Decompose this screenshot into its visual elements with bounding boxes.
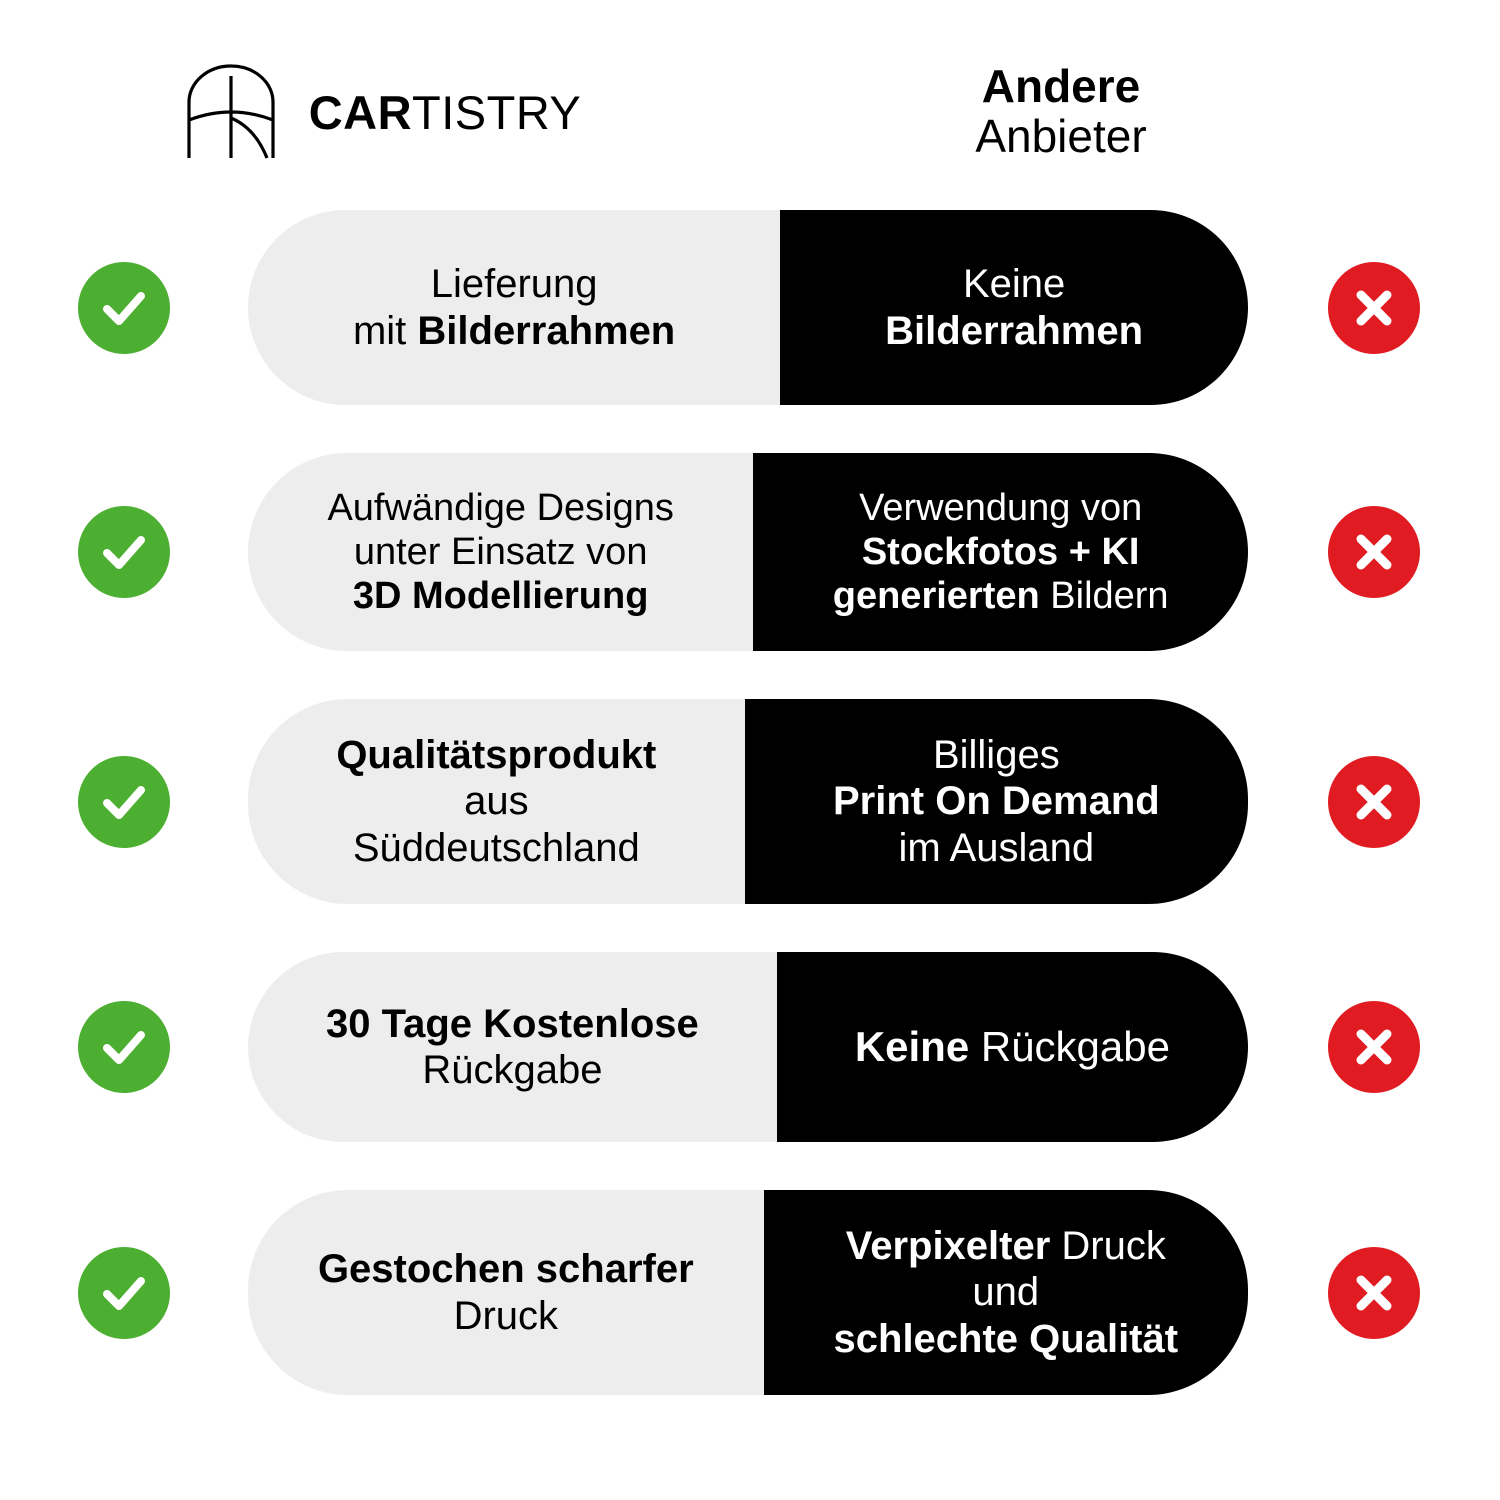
cartistry-benefit xyxy=(248,210,780,405)
row5-left-line2: Druck xyxy=(453,1293,559,1338)
row1-left-line2: mit xyxy=(352,308,418,353)
competitor-subtitle: Anbieter xyxy=(975,109,1147,162)
header xyxy=(0,0,1500,162)
comparison-row xyxy=(0,210,1500,405)
row2-right-line3: Bildern xyxy=(1050,575,1169,618)
row2-right-line1: Verwendung von xyxy=(859,486,1143,529)
brand-name-light: TISTRY xyxy=(412,85,582,139)
check-icon xyxy=(78,506,170,598)
competitor-drawback xyxy=(780,210,1248,405)
competitor-drawback xyxy=(777,952,1248,1142)
row5-right-line2: und xyxy=(972,1270,1040,1315)
competitor-title: Andere xyxy=(981,60,1141,112)
row1-left-line2-bold: Bilderrahmen xyxy=(417,308,676,353)
row4-left-line1-bold: 30 Tage Kostenlose xyxy=(326,1001,699,1046)
cross-icon xyxy=(1328,262,1420,354)
comparison-row xyxy=(0,699,1500,904)
check-icon xyxy=(78,756,170,848)
right-mark-cell xyxy=(1248,1247,1500,1339)
row5-right-line1-bold: Verpixelter xyxy=(845,1223,1062,1268)
row1-right-line2-bold: Bilderrahmen xyxy=(885,308,1144,353)
right-mark-cell xyxy=(1248,262,1500,354)
cartistry-benefit xyxy=(248,699,745,904)
row3-right-line2-bold: Print On Demand xyxy=(832,779,1160,824)
row1-right-line1: Keine xyxy=(962,262,1066,307)
check-icon xyxy=(78,1247,170,1339)
brand-lockup xyxy=(171,62,582,162)
row5-right-line1: Druck xyxy=(1061,1223,1166,1268)
row5-right-line3-bold: schlechte Qualität xyxy=(833,1316,1179,1361)
brand-name xyxy=(308,85,582,139)
left-mark-cell xyxy=(0,1247,248,1339)
cartistry-benefit xyxy=(248,1190,764,1395)
row4-right-line1: Rückgabe xyxy=(980,1022,1170,1070)
competitor-drawback xyxy=(745,699,1248,904)
row2-left-line3-bold: 3D Modellierung xyxy=(352,575,649,618)
cross-icon xyxy=(1328,1247,1420,1339)
competitor-drawback xyxy=(764,1190,1248,1395)
cross-icon xyxy=(1328,1001,1420,1093)
cross-icon xyxy=(1328,506,1420,598)
row2-left-line1: Aufwändige Designs xyxy=(327,486,674,529)
row3-right-line3: im Ausland xyxy=(898,825,1095,870)
right-mark-cell xyxy=(1248,506,1500,598)
row1-left-line1: Lieferung xyxy=(430,262,598,307)
left-mark-cell xyxy=(0,1001,248,1093)
row4-right-line1-bold: Keine xyxy=(854,1022,981,1070)
cross-icon xyxy=(1328,756,1420,848)
comparison-rows xyxy=(0,210,1500,1395)
row3-right-line1: Billiges xyxy=(932,732,1060,777)
left-mark-cell xyxy=(0,262,248,354)
row2-right-line2-bold: Stockfotos + KI xyxy=(861,530,1140,573)
left-mark-cell xyxy=(0,756,248,848)
row3-left-line2: aus xyxy=(464,779,529,824)
brand-name-strong: CAR xyxy=(308,85,413,139)
competitor-column xyxy=(752,62,1500,161)
cartistry-benefit xyxy=(248,453,753,651)
cartistry-benefit xyxy=(248,952,777,1142)
comparison-row xyxy=(0,1190,1500,1395)
left-mark-cell xyxy=(0,506,248,598)
row3-left-line1-bold: Qualitätsprodukt xyxy=(336,732,657,777)
competitor-drawback xyxy=(753,453,1248,651)
row5-left-line1-bold: Gestochen scharfer xyxy=(317,1247,694,1292)
comparison-row xyxy=(0,453,1500,651)
comparison-row xyxy=(0,952,1500,1142)
right-mark-cell xyxy=(1248,1001,1500,1093)
brand-column xyxy=(0,62,752,162)
check-icon xyxy=(78,262,170,354)
row2-left-line2: unter Einsatz von xyxy=(353,530,648,573)
row4-left-line2: Rückgabe xyxy=(422,1048,603,1092)
check-icon xyxy=(78,1001,170,1093)
row2-right-line3-bold: generierten xyxy=(832,575,1051,618)
row3-left-line3: Süddeutschland xyxy=(352,825,640,870)
right-mark-cell xyxy=(1248,756,1500,848)
cartistry-monogram-icon xyxy=(171,62,291,162)
